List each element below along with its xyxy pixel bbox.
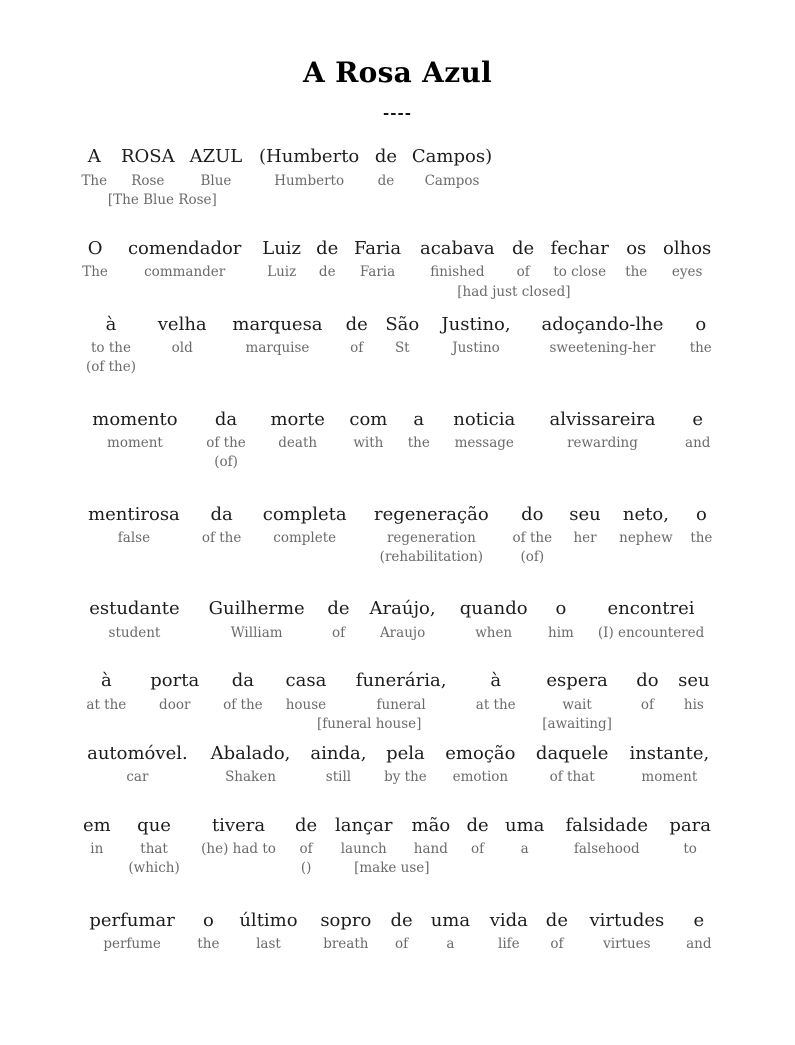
pt-word: comendador (127, 237, 242, 259)
gloss-word: nephew (619, 530, 673, 546)
pt-word: fechar (550, 237, 609, 259)
pt-word: de (327, 598, 350, 620)
annotation-spacer (138, 713, 212, 732)
gloss-word: William (230, 624, 283, 641)
annotation: (of the) (85, 359, 136, 376)
pt-word: pela (386, 742, 425, 764)
gloss-word: of the (206, 435, 246, 452)
annotation-line (75, 546, 720, 565)
gloss-word: with (353, 435, 384, 452)
annotation-spacer (668, 713, 720, 732)
pt-word: alvissareira (549, 408, 656, 430)
gloss-word: at the (86, 696, 127, 713)
gloss-word: rewarding (567, 435, 638, 452)
annotation-spacer (250, 189, 369, 208)
gloss-word: of (470, 841, 485, 858)
pt-word: o (203, 909, 214, 931)
gloss-word: message (454, 435, 514, 452)
portuguese-line (75, 314, 720, 337)
gloss-word: when (475, 624, 513, 641)
gloss-word: her (573, 530, 597, 546)
gloss-word: the (625, 264, 648, 281)
annotation-spacer (399, 451, 439, 470)
gloss-word: in (90, 841, 104, 858)
annotation-spacer (627, 713, 668, 732)
gloss-word: finished (430, 264, 485, 281)
pt-word: para (669, 814, 711, 836)
gloss-word: still (325, 769, 352, 786)
pt-word: seu (678, 670, 710, 692)
gloss-word: house (285, 696, 327, 713)
annotation: [make use] (354, 860, 430, 877)
pt-word: os (626, 237, 647, 259)
gloss-word: St (394, 340, 410, 357)
title-separator: ---- (383, 104, 412, 122)
gloss-word: Araujo (379, 624, 426, 641)
pt-word: de (390, 909, 413, 931)
portuguese-line (75, 910, 720, 933)
portuguese-line (75, 670, 720, 693)
gloss-word: to the (90, 340, 131, 357)
gloss-word: the (197, 936, 220, 952)
annotation-spacer (376, 356, 429, 375)
gloss-word: Campos (424, 172, 480, 189)
pt-word: ainda, (310, 742, 367, 764)
gloss-word: launch (340, 841, 387, 858)
pt-word: de (345, 313, 368, 335)
gloss-word: of (640, 696, 654, 713)
annotation-spacer (337, 356, 376, 375)
pt-word: de (316, 237, 339, 259)
annotation-spacer (403, 189, 500, 208)
gloss-word: of (350, 340, 364, 357)
annotation: [The Blue Rose] (107, 191, 217, 208)
gloss-word: complete (273, 530, 337, 546)
gloss-line (75, 169, 501, 189)
pt-word: perfumar (89, 909, 175, 931)
annotation-line (75, 281, 720, 300)
gloss-word: last (256, 936, 281, 952)
gloss-word: de (318, 264, 336, 281)
pt-word: Faria (353, 237, 402, 259)
pt-word: adoçando-lhe (541, 313, 664, 335)
gloss-word: commander (144, 264, 226, 281)
annotation-spacer (250, 546, 359, 565)
annotation: (rehabilitation) (379, 549, 484, 566)
pt-word: à (100, 670, 112, 692)
annotation-spacer (459, 857, 496, 876)
interlinear-block (75, 409, 720, 471)
interlinear-block (75, 314, 720, 376)
gloss-word: of the (223, 696, 263, 713)
pt-word: espera (546, 670, 608, 692)
portuguese-line (75, 815, 720, 838)
pt-word: de (295, 814, 318, 836)
pt-word: velha (157, 313, 207, 335)
interlinear-text (75, 146, 720, 952)
gloss-line (75, 837, 720, 857)
pt-word: noticia (453, 408, 516, 430)
pt-word: completa (262, 503, 347, 525)
annotation-spacer (369, 189, 404, 208)
pt-word: da (210, 503, 233, 525)
gloss-word: funeral (376, 696, 426, 713)
gloss-word: breath (323, 936, 369, 952)
pt-word: Araújo, (369, 598, 436, 620)
annotation-spacer (345, 281, 409, 300)
annotation-spacer (660, 857, 720, 876)
annotation: (of) (214, 454, 238, 471)
gloss-word: a (520, 841, 529, 858)
annotation-spacer (257, 451, 338, 470)
annotation-spacer (75, 281, 115, 300)
interlinear-block (75, 743, 720, 786)
annotation-spacer (75, 451, 195, 470)
pt-word: encontrei (607, 598, 695, 620)
annotation-spacer (609, 546, 683, 565)
gloss-word: of the (201, 530, 242, 546)
gloss-word: to close (553, 264, 607, 281)
pt-word: o (695, 313, 707, 335)
gloss-word: The (82, 264, 108, 281)
pt-word: momento (92, 408, 178, 430)
gloss-word: door (159, 696, 191, 713)
pt-word: neto, (622, 503, 669, 525)
gloss-word: regeneration (386, 530, 476, 546)
annotation-spacer (190, 857, 288, 876)
pt-word: com (349, 408, 388, 430)
pt-word: vida (489, 909, 528, 931)
gloss-word: (I) encountered (597, 624, 705, 641)
page-title: A Rosa Azul (303, 56, 492, 89)
pt-word: AZUL (189, 146, 243, 167)
annotation-spacer (553, 857, 660, 876)
interlinear-block (75, 910, 720, 953)
gloss-word: the (407, 435, 430, 452)
pt-word: virtudes (589, 909, 665, 931)
gloss-word: that (140, 841, 168, 858)
gloss-word: of that (549, 769, 595, 786)
pt-word: Campos) (411, 146, 493, 167)
annotation-line (75, 713, 720, 732)
interlinear-block (75, 598, 720, 641)
annotation-spacer (254, 281, 309, 300)
pt-word: seu (569, 503, 601, 525)
gloss-word: wait (562, 696, 592, 713)
pt-word: Abalado, (210, 742, 291, 764)
pt-word: Guilherme (208, 598, 305, 620)
pt-word: do (636, 670, 659, 692)
annotation-spacer (309, 281, 345, 300)
pt-word: mentirosa (88, 503, 180, 525)
gloss-word: sweetening-her (549, 340, 656, 357)
annotation-spacer (464, 713, 527, 732)
pt-word: uma (505, 814, 545, 836)
gloss-word: old (171, 340, 193, 357)
gloss-word: and (685, 435, 711, 452)
gloss-word: death (278, 435, 318, 452)
annotation-spacer (523, 356, 681, 375)
gloss-line (75, 765, 720, 785)
gloss-word: marquise (245, 340, 310, 357)
annotation-line (75, 451, 720, 470)
gloss-word: to (683, 841, 697, 858)
pt-word: de (512, 237, 535, 259)
pt-word: tivera (211, 814, 266, 836)
pt-word: e (693, 909, 705, 931)
pt-word: automóvel. (87, 742, 188, 764)
interlinear-block (75, 504, 720, 566)
annotation-spacer (338, 451, 398, 470)
pt-word: lançar (334, 814, 393, 836)
gloss-word: at the (475, 696, 516, 713)
gloss-word: student (108, 624, 161, 641)
gloss-word: of (550, 936, 564, 952)
annotation: [had just closed] (457, 283, 571, 300)
gloss-word: perfume (103, 936, 161, 952)
interlinear-block (75, 815, 720, 877)
gloss-line (75, 693, 720, 713)
gloss-word: Faria (359, 264, 396, 281)
annotation-spacer (147, 356, 218, 375)
pt-word: o (695, 503, 707, 525)
gloss-word: car (126, 769, 149, 786)
gloss-word: Humberto (274, 172, 345, 189)
gloss-word: falsehood (573, 841, 640, 858)
pt-word: da (231, 670, 255, 692)
pt-word: São (385, 313, 420, 335)
gloss-word: by the (384, 769, 427, 786)
annotation-line (75, 857, 720, 876)
gloss-word: of the (512, 530, 553, 546)
annotation-line (75, 356, 720, 375)
gloss-word: The (81, 172, 108, 189)
pt-word: de (545, 909, 568, 931)
gloss-line (75, 336, 720, 356)
annotation-spacer (618, 281, 654, 300)
pt-word: e (692, 408, 704, 430)
pt-word: casa (285, 670, 327, 692)
gloss-line (75, 621, 720, 641)
portuguese-line (75, 409, 720, 432)
portuguese-line (75, 504, 720, 527)
gloss-word: Rose (131, 172, 165, 189)
annotation-spacer (217, 356, 337, 375)
pt-word: último (239, 909, 298, 931)
pt-word: daquele (535, 742, 609, 764)
gloss-word: Justino (452, 340, 500, 357)
interlinear-block (75, 238, 720, 300)
annotation-spacer (193, 546, 250, 565)
gloss-word: (he) had to (201, 841, 276, 858)
gloss-word: Shaken (225, 769, 276, 786)
portuguese-line (75, 598, 720, 621)
annotation-spacer (75, 857, 119, 876)
pt-word: acabava (419, 237, 495, 259)
gloss-word: the (689, 340, 712, 357)
portuguese-line (75, 238, 720, 261)
pt-word: regeneração (374, 503, 489, 525)
annotation-spacer (561, 546, 609, 565)
gloss-word: emotion (452, 769, 509, 786)
gloss-word: moment (107, 435, 163, 452)
gloss-word: Blue (200, 172, 232, 189)
gloss-word: of (331, 624, 346, 641)
gloss-line (75, 932, 720, 952)
annotation-spacer (429, 356, 524, 375)
gloss-line (75, 260, 720, 280)
pt-word: em (82, 814, 111, 836)
gloss-word: de (377, 172, 395, 189)
pt-word: Luiz (262, 237, 302, 259)
gloss-line (75, 431, 720, 451)
annotation-spacer (681, 356, 720, 375)
gloss-word: life (498, 936, 520, 952)
pt-word: de (374, 146, 398, 167)
pt-word: mão (411, 814, 451, 836)
annotation-spacer (115, 281, 254, 300)
pt-word: do (521, 503, 544, 525)
pt-word: à (105, 313, 117, 335)
interlinear-block (75, 146, 501, 208)
gloss-word: moment (641, 769, 698, 786)
pt-word: olhos (663, 237, 712, 259)
pt-word: que (137, 814, 171, 836)
annotation-spacer (675, 451, 720, 470)
gloss-word: hand (413, 841, 448, 858)
pt-word: Justino, (441, 313, 511, 335)
pt-word: a (413, 408, 425, 430)
annotation-spacer (212, 713, 274, 732)
pt-word: quando (459, 598, 528, 620)
pt-word: ROSA (121, 146, 175, 167)
gloss-line (75, 526, 720, 546)
annotation: () (300, 860, 312, 877)
pt-word: funerária, (355, 670, 447, 692)
annotation: (which) (128, 860, 180, 877)
pt-word: morte (270, 408, 325, 430)
gloss-word: virtues (603, 936, 651, 952)
pt-word: estudante (89, 598, 180, 620)
gloss-word: of (516, 264, 530, 281)
pt-word: A (87, 146, 101, 167)
interlinear-block (75, 670, 720, 732)
annotation-spacer (683, 546, 720, 565)
annotation-spacer (75, 713, 138, 732)
pt-word: porta (150, 670, 200, 692)
pt-word: à (490, 670, 502, 692)
annotation-spacer (75, 546, 193, 565)
pt-word: da (214, 408, 238, 430)
gloss-word: of (395, 936, 409, 952)
pt-word: de (466, 814, 489, 836)
annotation-line (75, 189, 501, 208)
portuguese-line (75, 743, 720, 766)
pt-word: uma (430, 909, 471, 931)
annotation: [awaiting] (542, 715, 612, 732)
gloss-word: eyes (671, 264, 703, 281)
gloss-word: false (117, 530, 151, 546)
gloss-word: and (686, 936, 712, 952)
gloss-word: the (690, 530, 713, 546)
pt-word: instante, (629, 742, 710, 764)
annotation-spacer (530, 451, 676, 470)
pt-word: o (555, 598, 567, 620)
gloss-word: his (683, 696, 704, 713)
pt-word: emoção (445, 742, 516, 764)
portuguese-line (75, 146, 501, 169)
gloss-word: of (299, 841, 313, 858)
pt-word: (Humberto (259, 146, 360, 167)
annotation: (of) (520, 549, 545, 566)
pt-word: falsidade (565, 814, 649, 836)
annotation-spacer (496, 857, 553, 876)
pt-word: sopro (320, 909, 372, 931)
gloss-word: him (548, 624, 574, 641)
gloss-word: a (446, 936, 455, 952)
pt-word: marquesa (232, 313, 323, 335)
annotation-spacer (439, 451, 530, 470)
pt-word: O (87, 237, 103, 259)
annotation-spacer (654, 281, 720, 300)
gloss-word: Luiz (267, 264, 297, 281)
annotation: [funeral house] (316, 715, 422, 732)
